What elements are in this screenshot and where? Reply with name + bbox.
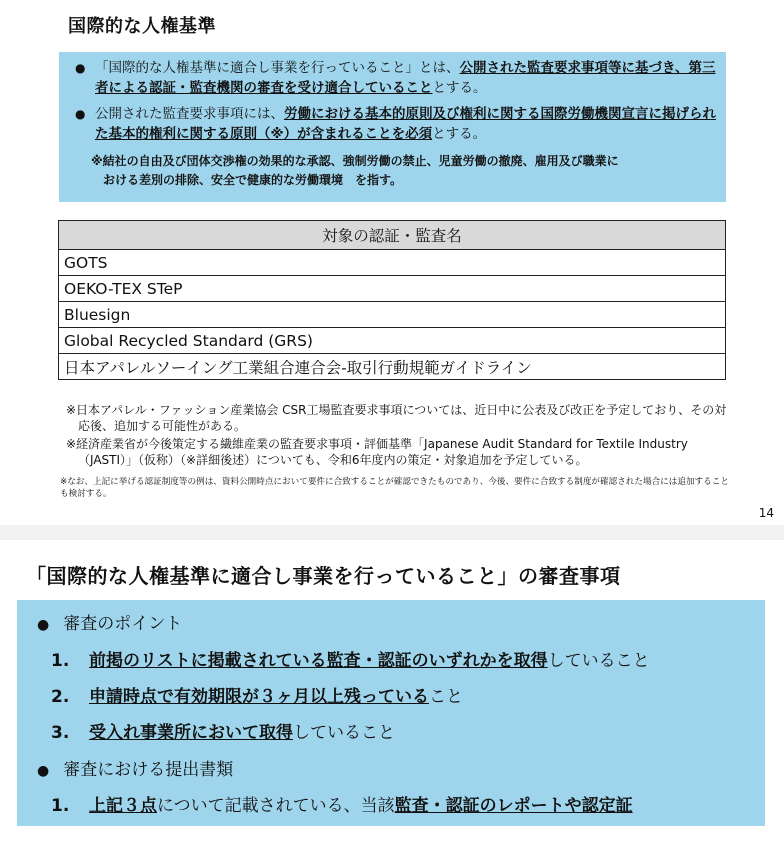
section-label: 審査における提出書類: [63, 760, 234, 780]
section-review-points: [37, 609, 182, 634]
document-item-1: [51, 791, 633, 816]
point-emphasis: 受入れ事業所において取得: [89, 723, 293, 743]
table-row: [59, 302, 726, 328]
bullet-icon: ●: [75, 107, 86, 121]
table-header: 対象の認証・監査名: [59, 221, 726, 250]
bullet-text: 「国際的な人権基準に適合し事業を行っていること」とは、: [95, 60, 460, 76]
bullet-icon: ●: [75, 61, 86, 75]
footnote-small: ※なお、上記に挙げる認証制度等の例は、資料公開時点において要件に合致することが確認できたものであり、今後、要件に合致する制度が確認された場合には追加することも検討する。: [60, 477, 729, 499]
table-row: [59, 328, 726, 354]
point-text: していること: [547, 651, 650, 671]
review-point-2: [51, 682, 463, 707]
table-row: [59, 250, 726, 276]
section-documents: [37, 755, 233, 780]
definition-box: [59, 52, 726, 202]
point-number: 3.: [51, 723, 70, 743]
point-text: について記載されている、当該: [157, 796, 395, 816]
footnote-jasti: ※経済産業省が今後策定する繊維産業の監査要求事項・評価基準「Japanese Audit Standard for Textile Industry（JASTI）」（仮称）（※詳細後述）についても、令和6年度内の策定・対象追加を予定している。: [66, 437, 688, 467]
point-number: 2.: [51, 687, 70, 707]
bullet-requirement: [69, 104, 716, 144]
note-line-2: おける差別の排除、安全で健康的な労働環境 を指す。: [103, 173, 403, 187]
review-point-3: [51, 718, 395, 743]
table-cell: OEKO-TEX STeP: [59, 276, 726, 302]
bullet-definition: [69, 58, 716, 98]
section-label: 審査のポイント: [63, 614, 183, 634]
bullet-emphasis: 公開された監査要求事項等に基づき、第三者による認証・監査機関の審査を受け適合していること: [95, 60, 716, 96]
slide-title: 「国際的な人権基準に適合し事業を行っていること」の審査事項: [26, 564, 621, 588]
bullet-emphasis: 労働における基本的原則及び権利に関する国際労働機関宣言に掲げられた基本的権利に関する原則（※）が含まれることを必須: [95, 106, 716, 142]
point-number: 1.: [51, 651, 70, 671]
note-line-1: ※結社の自由及び団体交渉権の効果的な承認、強制労働の禁止、児童労働の撤廃、雇用及び職業に: [91, 154, 619, 168]
bullet-text: 公開された監査要求事項には、: [95, 106, 284, 122]
point-emphasis: 監査・認証のレポートや認定証: [394, 796, 633, 816]
point-text: こと: [429, 687, 463, 707]
table-row: [59, 354, 726, 380]
table-cell: GOTS: [59, 250, 726, 276]
review-box: [17, 600, 765, 826]
table-row: [59, 276, 726, 302]
certification-table: [58, 220, 726, 380]
principles-note: [91, 152, 716, 190]
bullet-icon: ●: [37, 617, 50, 633]
slide-review-items: [0, 540, 784, 843]
bullet-icon: ●: [37, 763, 50, 779]
bullet-text-end: とする。: [432, 80, 487, 96]
point-emphasis: 上記３点: [89, 796, 157, 816]
bullet-text-end: とする。: [432, 126, 487, 142]
point-emphasis: 申請時点で有効期限が３ヶ月以上残っている: [89, 687, 429, 707]
page-number: 14: [758, 506, 774, 520]
footnotes: [66, 402, 731, 470]
point-emphasis: 前掲のリストに掲載されている監査・認証のいずれかを取得: [89, 651, 548, 671]
footnote-jaf: ※日本アパレル・ファッション産業協会 CSR工場監査要求事項については、近日中に公表及び改正を予定しており、その対応後、追加する可能性がある。: [66, 403, 727, 433]
point-text: していること: [293, 723, 395, 743]
slide-title: 国際的な人権基準: [68, 16, 216, 37]
table-cell: 日本アパレルソーイング工業組合連合会-取引行動規範ガイドライン: [59, 354, 726, 380]
point-number: 1.: [51, 796, 70, 816]
table-cell: Bluesign: [59, 302, 726, 328]
review-point-1: [51, 646, 650, 671]
table-cell: Global Recycled Standard (GRS): [59, 328, 726, 354]
